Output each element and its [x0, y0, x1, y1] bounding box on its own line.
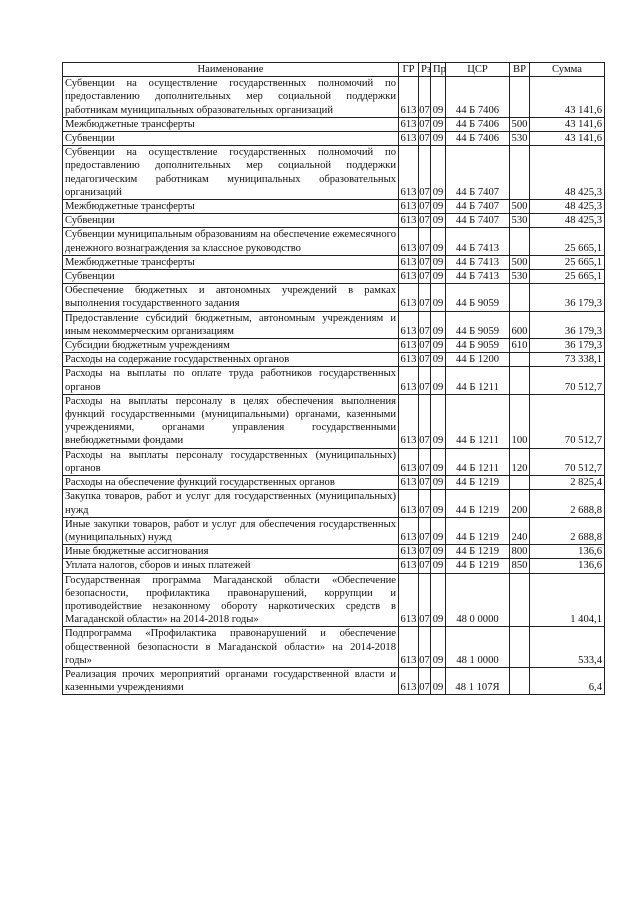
- cell-pr: 09: [431, 545, 446, 559]
- cell-csr: 44 Б 7413: [446, 270, 510, 284]
- cell-vr: 850: [510, 559, 530, 573]
- table-row: [63, 517, 605, 544]
- cell-vr: 530: [510, 214, 530, 228]
- table-row: [63, 200, 605, 214]
- cell-gr: 613: [399, 353, 419, 367]
- cell-rz: 07: [419, 448, 431, 475]
- cell-rz: 07: [419, 490, 431, 517]
- table-row: [63, 394, 605, 448]
- cell-rz: 07: [419, 367, 431, 394]
- cell-rz: 07: [419, 394, 431, 448]
- cell-name: Реализация прочих мероприятий органами государственной власти и казенными учреждениями: [63, 667, 399, 694]
- cell-vr: 240: [510, 517, 530, 544]
- cell-gr: 613: [399, 517, 419, 544]
- cell-pr: 09: [431, 573, 446, 627]
- cell-sum: 73 338,1: [530, 353, 605, 367]
- cell-rz: 07: [419, 573, 431, 627]
- table-row: [63, 146, 605, 200]
- cell-vr: 800: [510, 545, 530, 559]
- cell-rz: 07: [419, 228, 431, 255]
- cell-gr: 613: [399, 284, 419, 311]
- cell-csr: 48 0 0000: [446, 573, 510, 627]
- cell-rz: 07: [419, 256, 430, 268]
- table-row: [63, 545, 605, 559]
- header-sum: Сумма: [530, 63, 605, 77]
- cell-gr: 613: [399, 200, 419, 214]
- cell-name: Уплата налогов, сборов и иных платежей: [63, 559, 399, 573]
- cell-vr: [510, 77, 530, 118]
- cell-name: Обеспечение бюджетных и автономных учреждений в рамках выполнения государственного задания: [63, 284, 399, 311]
- cell-vr: [510, 284, 530, 311]
- cell-rz: 07: [419, 340, 430, 352]
- cell-pr: 09: [431, 117, 446, 131]
- cell-csr: 44 Б 7406: [446, 132, 510, 146]
- cell-sum: 136,6: [530, 559, 605, 573]
- cell-csr: 44 Б 1211: [446, 448, 510, 475]
- cell-sum: 43 141,6: [530, 132, 605, 146]
- cell-gr: 613: [399, 545, 419, 559]
- cell-name: Расходы на выплаты по оплате труда работников государственных органов: [63, 367, 399, 394]
- cell-vr: [510, 228, 530, 255]
- cell-csr: 44 Б 9059: [446, 339, 510, 353]
- cell-vr: 500: [510, 255, 530, 269]
- cell-rz: 07: [419, 667, 431, 694]
- cell-name: Субсидии бюджетным учреждениям: [63, 339, 399, 353]
- cell-pr: 09: [431, 627, 446, 668]
- cell-vr: 600: [510, 311, 530, 338]
- cell-csr: 44 Б 7413: [446, 255, 510, 269]
- budget-table: [62, 62, 605, 695]
- cell-sum: 70 512,7: [530, 394, 605, 448]
- cell-rz: 07: [419, 311, 431, 338]
- cell-gr: 613: [399, 573, 419, 627]
- cell-rz: 07: [419, 215, 430, 227]
- cell-csr: 44 Б 9059: [446, 311, 510, 338]
- table-header-row: [63, 63, 605, 77]
- cell-sum: 6,4: [530, 667, 605, 694]
- table-row: [63, 255, 605, 269]
- cell-name: Закупка товаров, работ и услуг для государственных (муниципальных) нужд: [63, 490, 399, 517]
- table-row: [63, 353, 605, 367]
- cell-pr: 09: [431, 559, 446, 573]
- cell-sum: 25 665,1: [530, 228, 605, 255]
- cell-name: Иные закупки товаров, работ и услуг для обеспечения государственных (муниципальных) нужд: [63, 517, 399, 544]
- cell-sum: 25 665,1: [530, 255, 605, 269]
- cell-pr: 09: [431, 77, 446, 118]
- table-row: [63, 228, 605, 255]
- cell-name: Расходы на выплаты персоналу государственных (муниципальных) органов: [63, 448, 399, 475]
- cell-name: Субвенции на осуществление государственных полномочий по предоставлению дополнительных мер социальной поддержки педагогическим работникам муниципальных образовательных организаций: [63, 146, 399, 200]
- table-row: [63, 367, 605, 394]
- budget-table-page: [62, 62, 604, 695]
- cell-rz: 07: [419, 477, 430, 489]
- cell-gr: 613: [399, 448, 419, 475]
- cell-name: Субвенции муниципальным образованиям на обеспечение ежемесячного денежного вознаграждения за классное руководство: [63, 228, 399, 255]
- cell-rz: 07: [419, 284, 431, 311]
- cell-csr: 44 Б 7407: [446, 146, 510, 200]
- cell-pr: 09: [431, 284, 446, 311]
- cell-name: Межбюджетные трансферты: [63, 255, 399, 269]
- cell-csr: 48 1 0000: [446, 627, 510, 668]
- cell-gr: 613: [399, 367, 419, 394]
- cell-rz: 07: [419, 546, 430, 558]
- cell-pr: 09: [431, 517, 446, 544]
- cell-csr: 44 Б 1219: [446, 545, 510, 559]
- cell-name: Подпрограмма «Профилактика правонарушений и обеспечение общественной безопасности в Магаданской области» на 2014-2018 годы»: [63, 627, 399, 668]
- cell-csr: 44 Б 1219: [446, 517, 510, 544]
- table-row: [63, 284, 605, 311]
- cell-pr: 09: [431, 490, 446, 517]
- cell-vr: 500: [510, 200, 530, 214]
- cell-name: Субвенции: [63, 270, 399, 284]
- cell-vr: [510, 476, 530, 490]
- cell-rz: 07: [419, 271, 430, 283]
- cell-name: Межбюджетные трансферты: [63, 117, 399, 131]
- cell-gr: 613: [399, 339, 419, 353]
- header-gr: ГР: [399, 63, 419, 77]
- cell-sum: 36 179,3: [530, 339, 605, 353]
- cell-rz: 07: [419, 201, 430, 213]
- table-row: [63, 132, 605, 146]
- cell-csr: 44 Б 9059: [446, 284, 510, 311]
- header-vr: ВР: [510, 63, 530, 77]
- cell-vr: [510, 146, 530, 200]
- table-body: [63, 77, 605, 695]
- cell-sum: 48 425,3: [530, 200, 605, 214]
- table-row: [63, 667, 605, 694]
- table-row: [63, 311, 605, 338]
- cell-name: Расходы на содержание государственных органов: [63, 353, 399, 367]
- cell-gr: 613: [399, 117, 419, 131]
- cell-csr: 48 1 107Я: [446, 667, 510, 694]
- cell-rz: 07: [419, 133, 430, 145]
- cell-name: Предоставление субсидий бюджетным, автономным учреждениям и иным некоммерческим организациям: [63, 311, 399, 338]
- cell-gr: 613: [399, 77, 419, 118]
- cell-sum: 36 179,3: [530, 284, 605, 311]
- cell-sum: 136,6: [530, 545, 605, 559]
- cell-name: Иные бюджетные ассигнования: [63, 545, 399, 559]
- cell-sum: 48 425,3: [530, 214, 605, 228]
- cell-pr: 09: [431, 311, 446, 338]
- cell-gr: 613: [399, 476, 419, 490]
- cell-sum: 2 825,4: [530, 476, 605, 490]
- header-pr: Пр: [431, 63, 446, 77]
- cell-name: Субвенции: [63, 214, 399, 228]
- cell-sum: 43 141,6: [530, 77, 605, 118]
- cell-gr: 613: [399, 394, 419, 448]
- cell-csr: 44 Б 7413: [446, 228, 510, 255]
- cell-rz: 07: [419, 146, 431, 200]
- table-row: [63, 559, 605, 573]
- cell-csr: 44 Б 1219: [446, 559, 510, 573]
- cell-pr: 09: [431, 228, 446, 255]
- cell-gr: 613: [399, 146, 419, 200]
- cell-sum: 70 512,7: [530, 448, 605, 475]
- cell-pr: 09: [431, 667, 446, 694]
- cell-sum: 48 425,3: [530, 146, 605, 200]
- table-row: [63, 214, 605, 228]
- cell-pr: 09: [431, 146, 446, 200]
- cell-vr: [510, 353, 530, 367]
- table-row: [63, 448, 605, 475]
- cell-pr: 09: [431, 339, 446, 353]
- cell-pr: 09: [431, 270, 446, 284]
- cell-csr: 44 Б 1211: [446, 367, 510, 394]
- cell-rz: 07: [419, 354, 430, 366]
- table-row: [63, 270, 605, 284]
- cell-sum: 2 688,8: [530, 517, 605, 544]
- cell-rz: 07: [419, 517, 431, 544]
- cell-vr: 120: [510, 448, 530, 475]
- cell-vr: 500: [510, 117, 530, 131]
- cell-sum: 1 404,1: [530, 573, 605, 627]
- cell-vr: 100: [510, 394, 530, 448]
- cell-gr: 613: [399, 270, 419, 284]
- cell-vr: 200: [510, 490, 530, 517]
- table-row: [63, 77, 605, 118]
- cell-pr: 09: [431, 353, 446, 367]
- cell-csr: 44 Б 1200: [446, 353, 510, 367]
- cell-sum: 36 179,3: [530, 311, 605, 338]
- cell-csr: 44 Б 1219: [446, 476, 510, 490]
- cell-pr: 09: [431, 476, 446, 490]
- header-rz: Рз: [419, 63, 431, 77]
- cell-pr: 09: [431, 448, 446, 475]
- cell-name: Субвенции на осуществление государственных полномочий по предоставлению дополнительных мер социальной поддержки работникам муниципальных образовательных организаций: [63, 77, 399, 118]
- cell-vr: [510, 367, 530, 394]
- cell-gr: 613: [399, 255, 419, 269]
- cell-rz: 07: [419, 77, 431, 118]
- cell-gr: 613: [399, 311, 419, 338]
- cell-csr: 44 Б 7406: [446, 117, 510, 131]
- cell-sum: 43 141,6: [530, 117, 605, 131]
- cell-rz: 07: [419, 118, 430, 130]
- cell-pr: 09: [431, 214, 446, 228]
- cell-csr: 44 Б 7407: [446, 200, 510, 214]
- cell-csr: 44 Б 7406: [446, 77, 510, 118]
- table-row: [63, 476, 605, 490]
- cell-csr: 44 Б 1219: [446, 490, 510, 517]
- table-row: [63, 490, 605, 517]
- cell-name: Государственная программа Магаданской области «Обеспечение безопасности, профилактика правонарушений, коррупции и противодействие незаконному обороту наркотических средств в Магаданской области» на 2014-2018 годы»: [63, 573, 399, 627]
- cell-gr: 613: [399, 490, 419, 517]
- cell-pr: 09: [431, 200, 446, 214]
- cell-sum: 70 512,7: [530, 367, 605, 394]
- cell-pr: 09: [431, 367, 446, 394]
- cell-gr: 613: [399, 214, 419, 228]
- cell-vr: [510, 573, 530, 627]
- cell-gr: 613: [399, 228, 419, 255]
- table-row: [63, 627, 605, 668]
- cell-sum: 533,4: [530, 627, 605, 668]
- cell-sum: 2 688,8: [530, 490, 605, 517]
- cell-csr: 44 Б 1211: [446, 394, 510, 448]
- table-row: [63, 573, 605, 627]
- cell-pr: 09: [431, 255, 446, 269]
- cell-vr: 610: [510, 339, 530, 353]
- cell-pr: 09: [431, 394, 446, 448]
- cell-gr: 613: [399, 667, 419, 694]
- cell-sum: 25 665,1: [530, 270, 605, 284]
- cell-gr: 613: [399, 559, 419, 573]
- cell-pr: 09: [431, 132, 446, 146]
- cell-gr: 613: [399, 627, 419, 668]
- cell-vr: 530: [510, 270, 530, 284]
- header-name: Наименование: [63, 63, 399, 77]
- cell-csr: 44 Б 7407: [446, 214, 510, 228]
- cell-name: Межбюджетные трансферты: [63, 200, 399, 214]
- cell-rz: 07: [419, 627, 431, 668]
- cell-vr: 530: [510, 132, 530, 146]
- cell-name: Субвенции: [63, 132, 399, 146]
- cell-gr: 613: [399, 132, 419, 146]
- cell-name: Расходы на выплаты персоналу в целях обеспечения выполнения функций государственными (муниципальными) органами, казенными учреждениями, органами управления государственными внебюджетными фондами: [63, 394, 399, 448]
- header-csr: ЦСР: [446, 63, 510, 77]
- cell-vr: [510, 667, 530, 694]
- table-row: [63, 117, 605, 131]
- table-row: [63, 339, 605, 353]
- cell-name: Расходы на обеспечение функций государственных органов: [63, 476, 399, 490]
- cell-rz: 07: [419, 560, 430, 572]
- cell-vr: [510, 627, 530, 668]
